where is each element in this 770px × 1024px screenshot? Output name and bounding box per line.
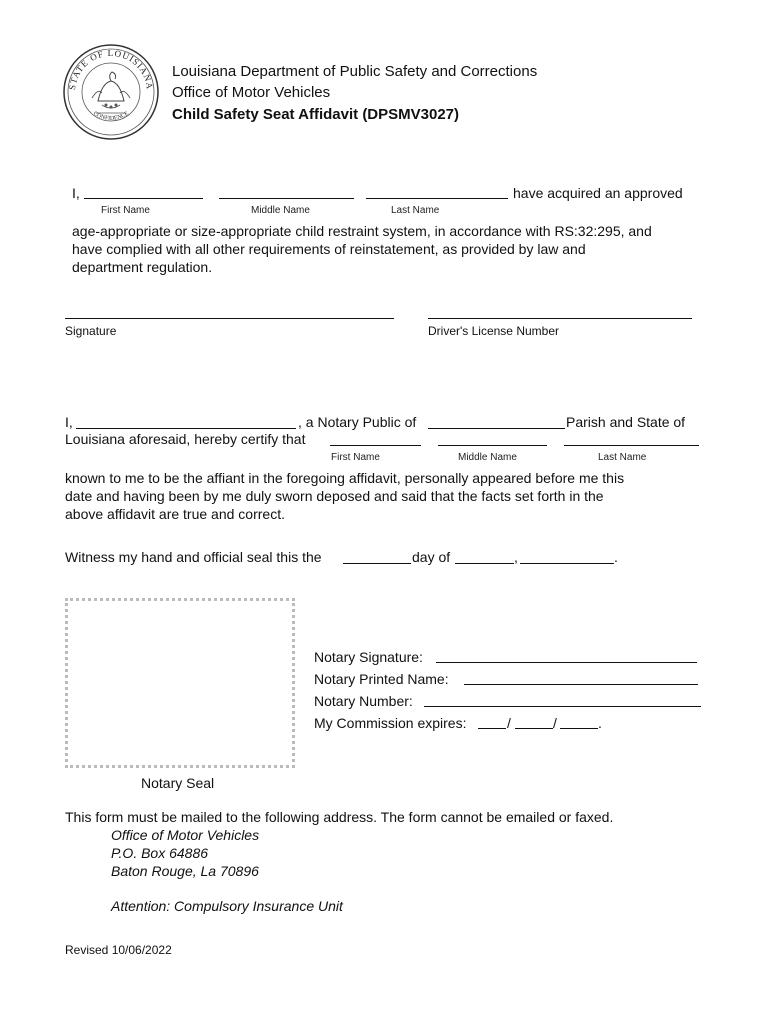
- affiant-first-name-field[interactable]: [84, 198, 203, 199]
- affidavit-body-line1: age-appropriate or size-appropriate child restraint system, in accordance with RS:32:295, and: [72, 223, 652, 239]
- notary-number-field[interactable]: [424, 706, 701, 707]
- notary-seal-box: [65, 598, 295, 768]
- signature-caption: Signature: [65, 324, 117, 338]
- certify-middle-name-caption: Middle Name: [458, 452, 517, 463]
- commission-day-field[interactable]: [515, 728, 553, 729]
- notary-seal-caption: Notary Seal: [141, 775, 215, 791]
- day-of-text: day of: [412, 549, 451, 565]
- notary-name-field[interactable]: [76, 428, 296, 429]
- notary-body-line3: above affidavit are true and correct.: [65, 506, 285, 522]
- notary-i-label: I,: [65, 414, 73, 430]
- svg-text:STATE OF LOUISIANA: [67, 48, 155, 91]
- mailing-instruction: This form must be mailed to the following address. The form cannot be emailed or faxed.: [65, 809, 614, 825]
- affiant-middle-name-field[interactable]: [219, 198, 354, 199]
- notary-body-line2: date and having been by me duly sworn deposed and said that the facts set forth in the: [65, 488, 604, 504]
- witness-text: Witness my hand and official seal this the: [65, 549, 322, 565]
- affidavit-body-line3: department regulation.: [72, 259, 213, 275]
- revised-date: Revised 10/06/2022: [65, 943, 172, 957]
- form-title: Child Safety Seat Affidavit (DPSMV3027): [172, 106, 460, 123]
- witness-year-field[interactable]: [520, 563, 614, 564]
- witness-day-field[interactable]: [343, 563, 411, 564]
- state-seal: [62, 43, 160, 141]
- commission-year-field[interactable]: [560, 728, 598, 729]
- certify-text: Louisiana aforesaid, hereby certify that: [65, 431, 306, 447]
- seal-text-top: STATE OF LOUISIANA: [66, 47, 156, 91]
- commission-month-field[interactable]: [478, 728, 506, 729]
- affidavit-body-line2: have complied with all other requirements of reinstatement, as provided by law and: [72, 241, 586, 257]
- notary-public-text: , a Notary Public of: [298, 414, 417, 430]
- witness-comma: ,: [514, 549, 518, 565]
- last-name-caption: Last Name: [391, 205, 440, 216]
- agency-title: Louisiana Department of Public Safety and Corrections: [172, 63, 538, 80]
- middle-name-caption: Middle Name: [251, 205, 310, 216]
- certify-last-name-field[interactable]: [564, 445, 699, 446]
- affiant-i-label: I,: [72, 185, 80, 201]
- signature-field[interactable]: [65, 318, 394, 319]
- commission-end: .: [598, 715, 602, 731]
- svg-text:CONFIDENCE: [92, 111, 130, 122]
- license-caption: Driver's License Number: [428, 324, 559, 338]
- parish-field[interactable]: [428, 428, 565, 429]
- commission-slash-2: /: [553, 715, 557, 731]
- witness-period: .: [614, 549, 618, 565]
- parish-text: Parish and State of: [566, 414, 686, 430]
- commission-label: My Commission expires:: [314, 715, 467, 731]
- commission-slash-1: /: [507, 715, 511, 731]
- address-line3: Baton Rouge, La 70896: [111, 863, 259, 879]
- drivers-license-field[interactable]: [428, 318, 692, 319]
- office-title: Office of Motor Vehicles: [172, 84, 331, 101]
- certify-first-name-field[interactable]: [330, 445, 421, 446]
- first-name-caption: First Name: [101, 205, 150, 216]
- notary-printed-name-label: Notary Printed Name:: [314, 671, 449, 687]
- seal-text-bottom: CONFIDENCE: [92, 110, 130, 122]
- attention-line: Attention: Compulsory Insurance Unit: [111, 898, 343, 914]
- address-line2: P.O. Box 64886: [111, 845, 209, 861]
- notary-signature-field[interactable]: [436, 662, 697, 663]
- certify-middle-name-field[interactable]: [438, 445, 547, 446]
- certify-first-name-caption: First Name: [331, 452, 380, 463]
- witness-month-field[interactable]: [455, 563, 514, 564]
- affiant-last-name-field[interactable]: [366, 198, 508, 199]
- certify-last-name-caption: Last Name: [598, 452, 647, 463]
- notary-number-label: Notary Number:: [314, 693, 413, 709]
- notary-signature-label: Notary Signature:: [314, 649, 423, 665]
- notary-printed-name-field[interactable]: [464, 684, 698, 685]
- louisiana-seal-icon: [62, 43, 160, 141]
- acquired-text: have acquired an approved: [513, 185, 683, 201]
- notary-body-line1: known to me to be the affiant in the foregoing affidavit, personally appeared before me this: [65, 470, 625, 486]
- address-line1: Office of Motor Vehicles: [111, 827, 260, 843]
